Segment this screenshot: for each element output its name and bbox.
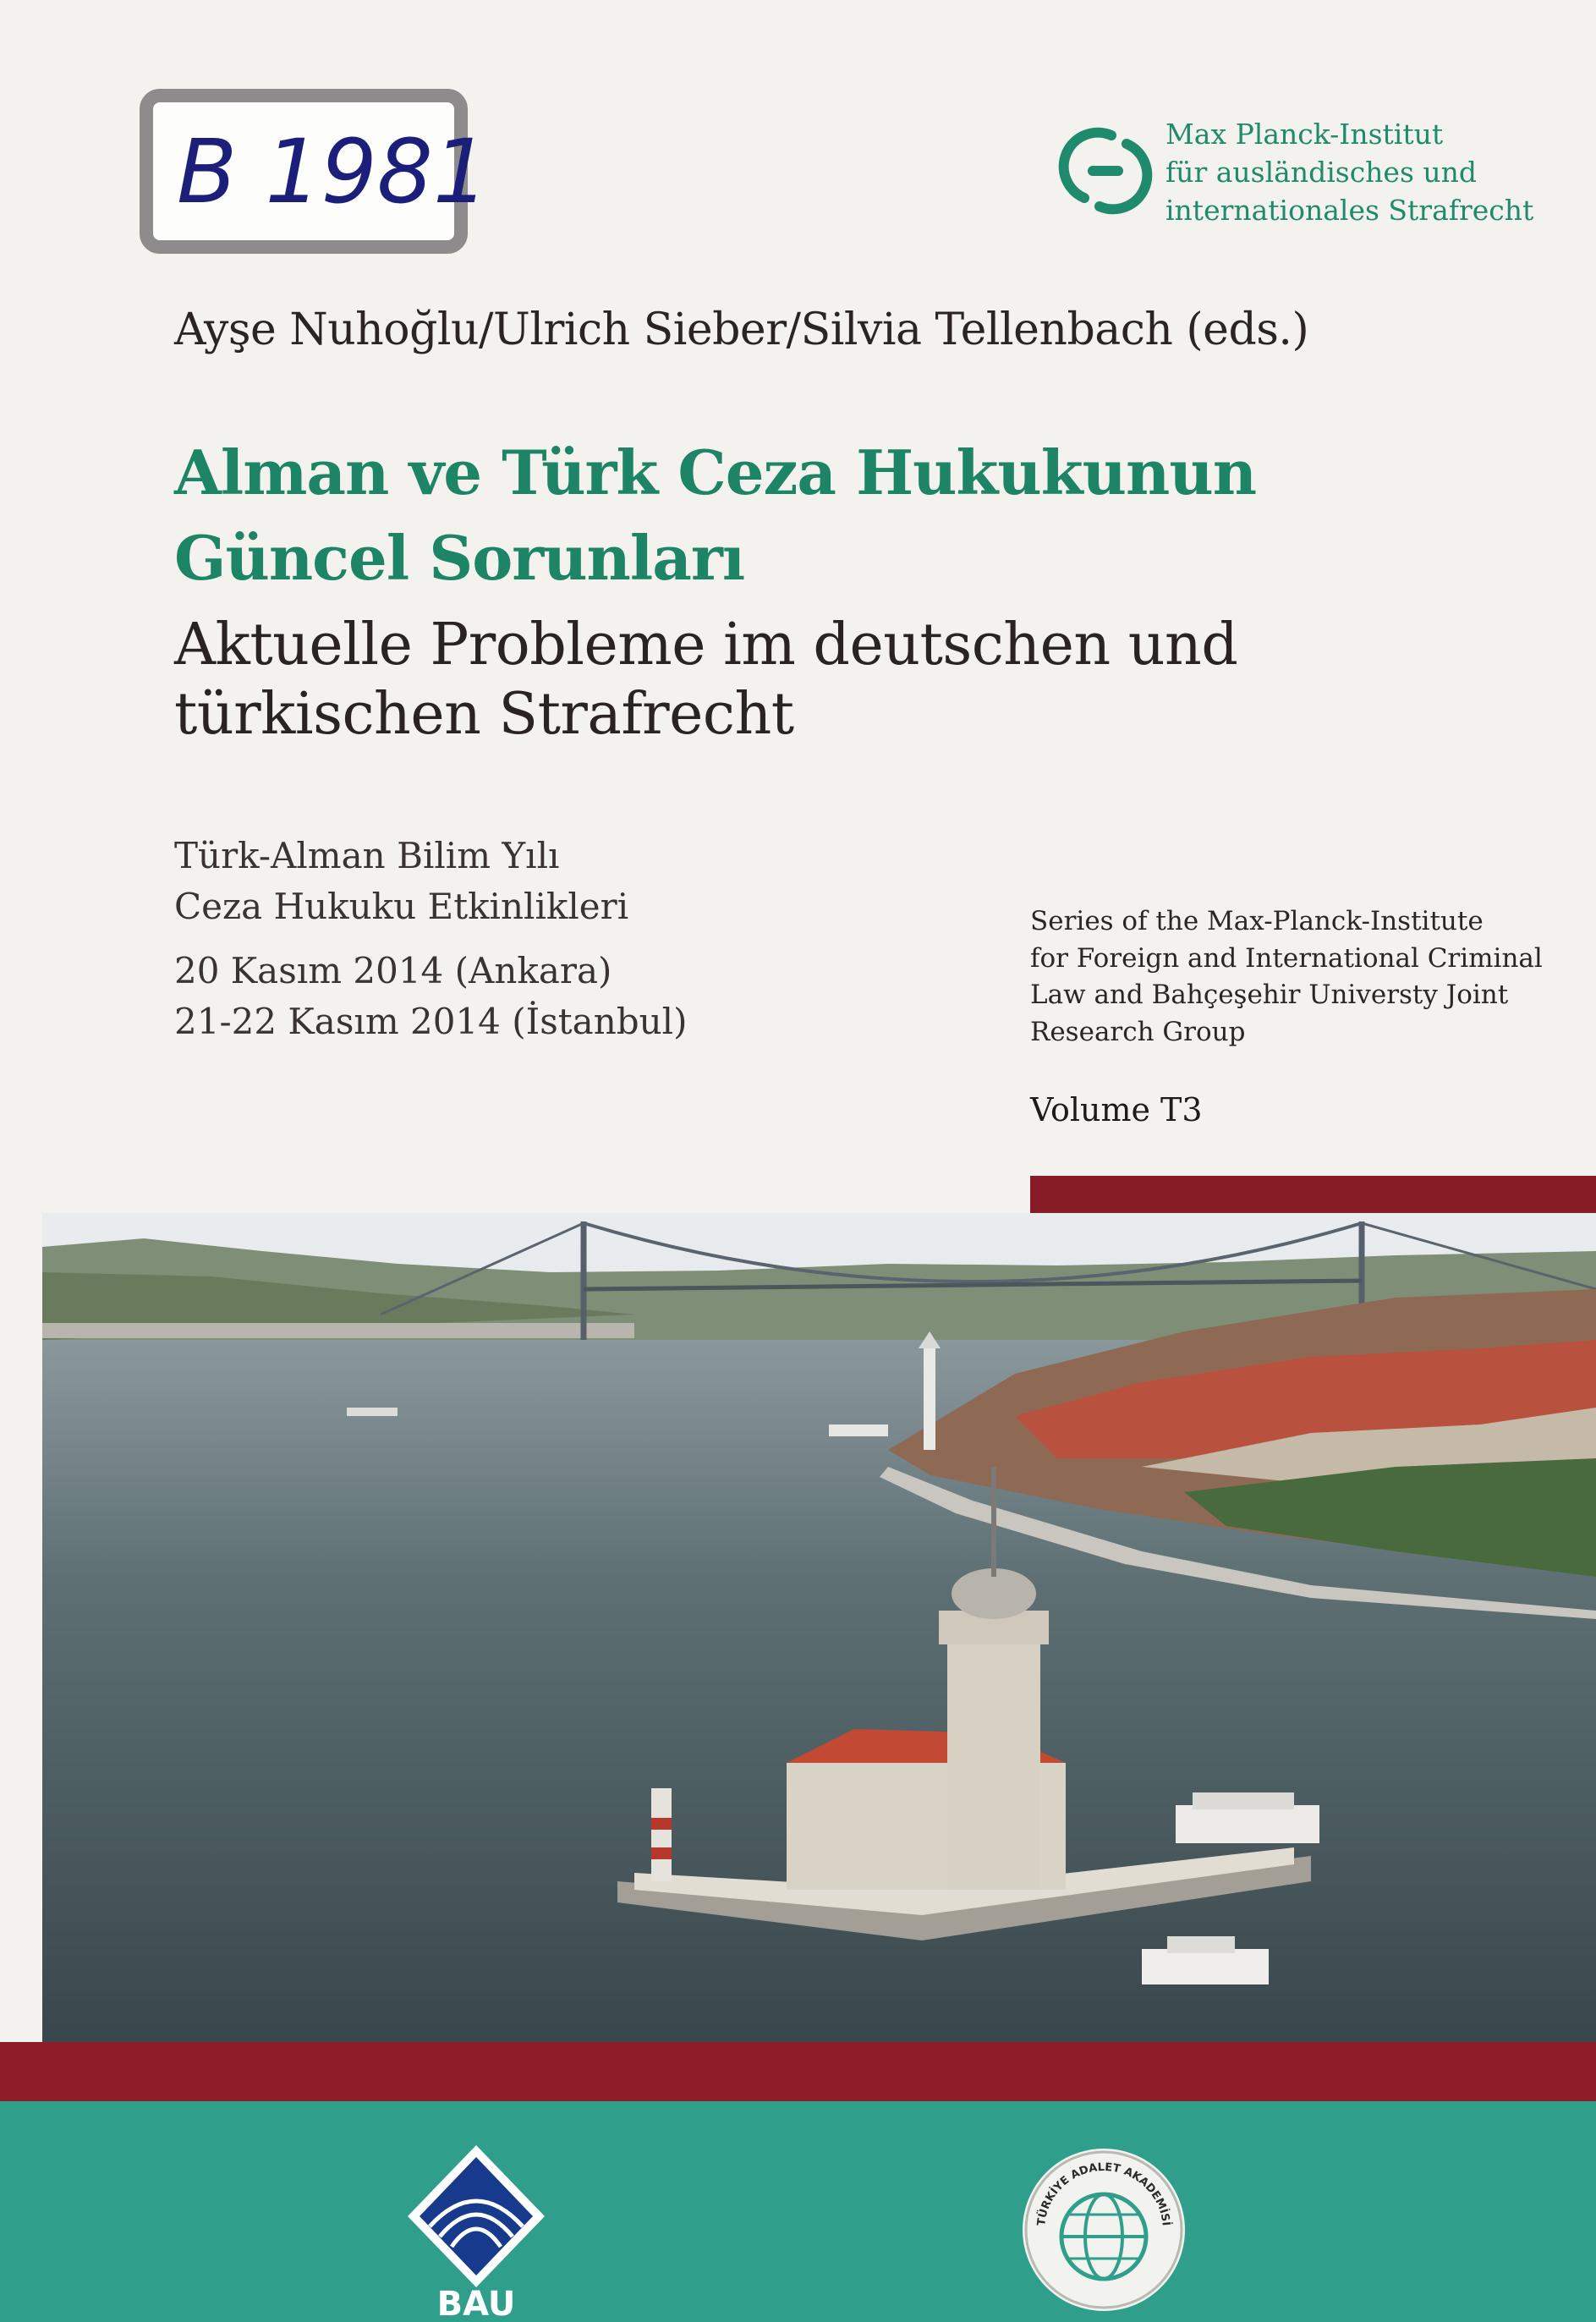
series-line: for Foreign and International Criminal — [1030, 942, 1543, 974]
series-line: Research Group — [1030, 1016, 1246, 1047]
event-line: Türk-Alman Bilim Yılı — [174, 835, 560, 876]
title-german-line: Aktuelle Probleme im deutschen und — [174, 612, 1238, 678]
bottom-red-bar — [0, 2042, 1596, 2101]
title-turkish — [174, 430, 1358, 601]
cover-photo — [42, 1213, 1596, 2042]
institute-line: für ausländisches und — [1165, 156, 1478, 189]
institute-line: Max Planck-Institut — [1165, 118, 1444, 151]
editors: Ayşe Nuhoğlu/Ulrich Sieber/Silvia Tellenbach (eds.) — [174, 305, 1309, 355]
institute-line: internationales Strafrecht — [1165, 194, 1534, 227]
title-german-line: türkischen Strafrecht — [174, 681, 794, 748]
event-date: 21-22 Kasım 2014 (İstanbul) — [174, 1001, 688, 1042]
institute-name — [1165, 115, 1571, 229]
series-line: Series of the Max-Planck-Institute — [1030, 906, 1484, 936]
event-line: Ceza Hukuku Etkinlikleri — [174, 886, 629, 927]
mpi-logo-icon — [1059, 120, 1152, 222]
bau-logo-icon — [404, 2142, 548, 2322]
event-info — [174, 831, 766, 1047]
stamp-handwriting — [153, 102, 490, 240]
top-red-bar — [1030, 1176, 1596, 1213]
bau-label: BAU — [436, 2285, 516, 2322]
volume-label: Volume T3 — [1030, 1091, 1203, 1128]
stamp-text: B 1981 — [177, 120, 490, 223]
event-date: 20 Kasım 2014 (Ankara) — [174, 950, 612, 991]
title-turkish-line: Güncel Sorunları — [174, 522, 745, 594]
library-stamp — [140, 89, 490, 254]
academy-label: TÜRKİYE ADALET AKADEMİSİ — [1035, 2160, 1172, 2227]
title-turkish-line: Alman ve Türk Ceza Hukukunun — [174, 436, 1257, 508]
series-line: Law and Bahçeşehir Universty Joint — [1030, 980, 1509, 1010]
series-info — [1030, 903, 1571, 1051]
title-german — [174, 611, 1401, 749]
bottom-teal-band — [0, 2101, 1596, 2322]
justice-academy-logo-icon — [1019, 2145, 1188, 2314]
